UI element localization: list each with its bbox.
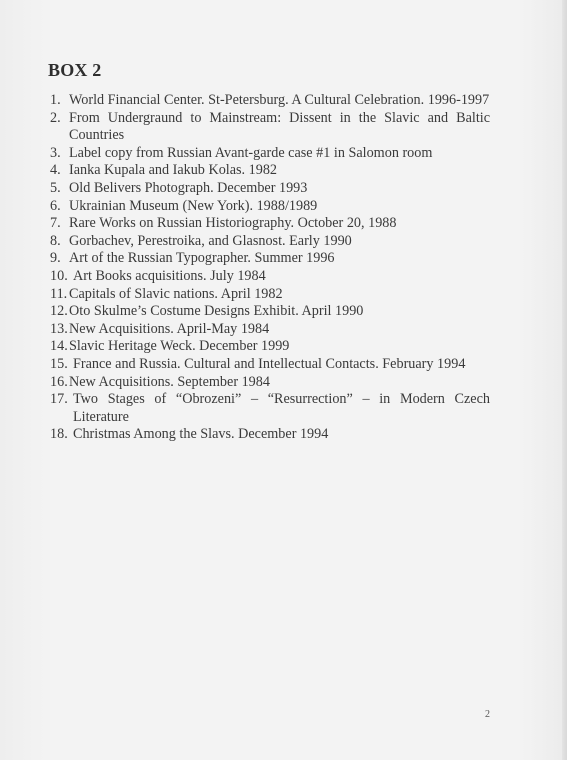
item-number: 12. [50, 303, 68, 320]
list-item [50, 374, 490, 392]
list-item [50, 391, 490, 426]
list-item [50, 426, 490, 444]
item-text: New Acquisitions. September 1984 [69, 373, 270, 390]
list-item [50, 321, 490, 339]
item-number: 6. [50, 197, 61, 214]
item-number: 14. [50, 338, 68, 355]
item-text: Ukrainian Museum (New York). 1988/1989 [69, 197, 318, 214]
item-text: Two Stages of “Obrozeni” – “Resurrection” – in Modern Czech Literature [73, 391, 490, 425]
item-text: Slavic Heritage Weck. December 1999 [69, 338, 290, 355]
item-text: Ianka Kupala and Iakub Kolas. 1982 [69, 162, 278, 179]
list-item [50, 198, 490, 216]
item-number: 9. [50, 250, 61, 267]
item-number: 13. [50, 320, 68, 337]
list-item [50, 250, 490, 268]
list-item [50, 356, 490, 374]
page-edge [562, 0, 567, 760]
item-number: 5. [50, 179, 61, 196]
item-text: Rare Works on Russian Historiography. October 20, 1988 [69, 215, 397, 232]
list-item [50, 233, 490, 251]
item-text: Label copy from Russian Avant-garde case #1 in Salomon room [69, 144, 433, 161]
page-number: 2 [485, 709, 490, 720]
list-item [50, 180, 490, 198]
list-item [50, 145, 490, 163]
item-text: France and Russia. Cultural and Intellectual Contacts. February 1994 [73, 355, 466, 372]
item-text: World Financial Center. St-Petersburg. A Cultural Celebration. 1996-1997 [69, 92, 490, 108]
item-number: 15. [50, 355, 68, 372]
list-item [50, 215, 490, 233]
item-number: 2. [50, 109, 61, 126]
item-number: 4. [50, 162, 61, 179]
item-text: Art of the Russian Typographer. Summer 1996 [69, 250, 335, 267]
list-item [50, 286, 490, 304]
item-number: 1. [50, 92, 61, 108]
item-text: From Undergraund to Mainstream: Dissent in the Slavic and Baltic Countries [69, 109, 490, 144]
item-number: 18. [50, 426, 68, 443]
item-number: 16. [50, 373, 68, 390]
list-item [50, 303, 490, 321]
item-text: Oto Skulme’s Costume Designs Exhibit. April 1990 [69, 303, 364, 320]
item-text: Christmas Among the Slavs. December 1994 [73, 426, 329, 443]
item-number: 11. [50, 285, 68, 302]
list-item [50, 110, 490, 145]
item-text: New Acquisitions. April-May 1984 [69, 320, 270, 337]
item-number: 7. [50, 215, 61, 232]
item-list [50, 92, 490, 444]
list-item [50, 268, 490, 286]
item-text: Gorbachev, Perestroika, and Glasnost. Early 1990 [69, 232, 352, 249]
item-number: 3. [50, 144, 61, 161]
item-number: 8. [50, 232, 61, 249]
box-heading: BOX 2 [48, 60, 102, 80]
item-text: Art Books acquisitions. July 1984 [73, 267, 266, 284]
item-text: Capitals of Slavic nations. April 1982 [69, 285, 283, 302]
list-item [50, 162, 490, 180]
item-text: Old Belivers Photograph. December 1993 [69, 179, 308, 196]
list-item [50, 338, 490, 356]
list-item [50, 92, 490, 110]
item-number: 17. [50, 391, 68, 408]
item-number: 10. [50, 267, 68, 284]
